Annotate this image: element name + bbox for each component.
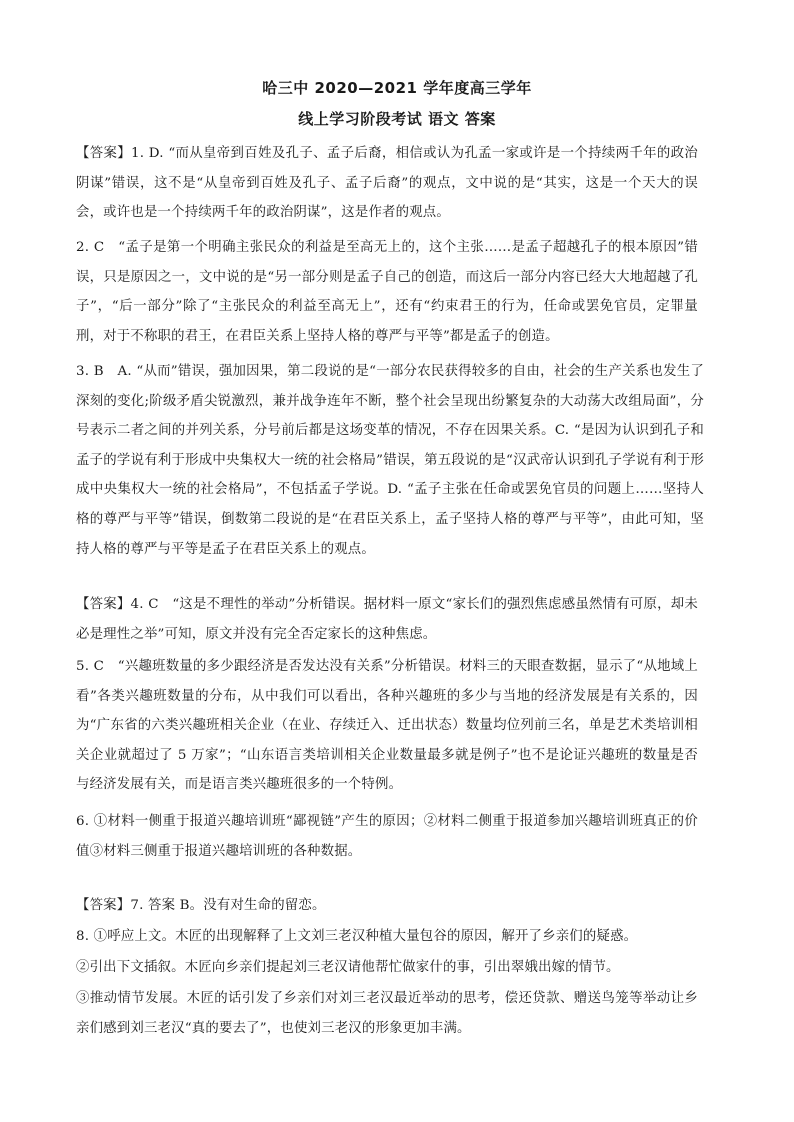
answer-2: 2. C “孟子是第一个明确主张民众的利益是至高无上的，这个主张……是孟子超越孔子的根本原因”错误，只是原因之一，文中说的是“另一部分则是孟子自己的创造，而这后一部分内容已经大大地超越了孔子”，“后一部分”除了“主张民众的利益至高无上”，还有“约束君王的行为，任命或罢免官员，定罪量刑，对于不称职的君王，在君臣关系上坚持人格的尊严与平等”都是孟子的创造。 (76, 240, 698, 344)
answer-6: 6. ①材料一侧重于报道兴趣培训班“鄙视链”产生的原因；②材料二侧重于报道参加兴趣培训班真正的价值③材料三侧重于报道兴趣培训班的各种数据。 (76, 814, 698, 859)
page-title: 哈三中 2020—2021 学年度高三学年 (262, 79, 532, 97)
page-subtitle: 线上学习阶段考试 语文 答案 (298, 110, 496, 128)
answer-7: 【答案】7. 答案 B。没有对生命的留恋。 (76, 898, 326, 913)
answer-5: 5. C “兴趣班数量的多少跟经济是否发达没有关系”分析错误。材料三的天眼查数据，显示了“从地域上看”各类兴趣班数量的分布，从中我们可以看出，各种兴趣班的多少与当地的经济发展是有关系的，因为“广东省的六类兴趣班相关企业（在业、存续迁入、迁出状态）数量均位列前三名，单是艺术类培训相关企业就超过了 5 万家”；“山东语言类培训相关企业数量最多就是例子”也不是论证兴趣班的数量是否与经济发展有关，而是语言类兴趣班很多的一个特例。 (76, 659, 698, 793)
answer-4: 【答案】4. C “这是不理性的举动”分析错误。据材料一原文“家长们的强烈焦虑感虽然情有可原，却未必是理性之举”可知，原文并没有完全否定家长的这种焦虑。 (76, 597, 698, 642)
answer-3: 3. B A. “从而”错误，强加因果，第二段说的是“一部分农民获得较多的自由，社会的生产关系也发生了深刻的变化;阶级矛盾尖锐激烈，兼并战争连年不断，整个社会呈现出纷繁复杂的大动荡大改组局面”，分号表示二者之间的并列关系，分号前后都是这场变革的情况，不存在因果关系。C. “是因为认识到孔子和孟子的学说有利于形成中央集权大一统的社会格局”错误，第五段说的是“汉武帝认识到孔子学说有利于形成中央集权大一统的社会格局”，不包括孟子学说。D. “孟子主张在任命或罢免官员的问题上……坚持人格的尊严与平等”错误，倒数第二段说的是“在君臣关系上，孟子坚持人格的尊严与平等”，由此可知，坚持人格的尊严与平等是孟子在君臣关系上的观点。 (76, 364, 704, 557)
answer-8-point-3: ③推动情节发展。木匠的话引发了乡亲们对刘三老汉最近举动的思考，偿还贷款、赠送鸟笼等举动让乡亲们感到刘三老汉“真的要去了”，也使刘三老汉的形象更加丰满。 (76, 991, 698, 1036)
answer-8-point-1: 8. ①呼应上文。木匠的出现解释了上文刘三老汉种植大量包谷的原因，解开了乡亲们的疑惑。 (76, 929, 638, 944)
answer-1: 【答案】1. D. “而从皇帝到百姓及孔子、孟子后裔，相信或认为孔孟一家或许是一个持续两千年的政治阴谋”错误，这不是“从皇帝到百姓及孔子、孟子后裔”的观点，文中说的是“其实，这是一个天大的误会，或许也是一个持续两千年的政治阴谋”，这是作者的观点。 (76, 146, 698, 221)
answer-8-point-2: ②引出下文插叙。木匠向乡亲们提起刘三老汉请他帮忙做家什的事，引出翠娥出嫁的情节。 (76, 960, 620, 975)
